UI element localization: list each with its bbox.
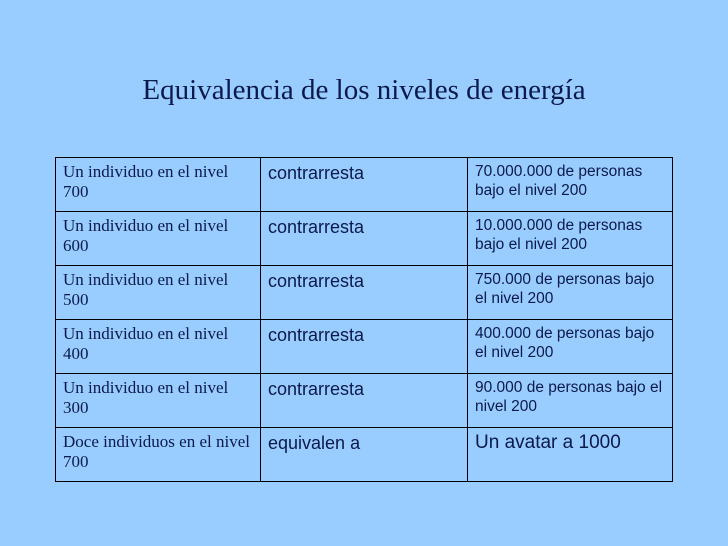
relation-cell: equivalen a xyxy=(261,428,468,482)
relation-cell: contrarresta xyxy=(261,374,468,428)
equivalent-cell xyxy=(468,374,673,428)
subject-cell: Un individuo en el nivel 400 xyxy=(56,320,261,374)
equivalent-text: 10.000.000 de personas bajo el nivel 200 xyxy=(475,217,643,253)
subject-cell: Un individuo en el nivel 500 xyxy=(56,266,261,320)
equivalent-cell xyxy=(468,428,673,482)
table-row xyxy=(56,320,673,374)
table-row xyxy=(56,266,673,320)
relation-cell: contrarresta xyxy=(261,212,468,266)
table-row xyxy=(56,212,673,266)
table-row xyxy=(56,428,673,482)
equivalent-cell xyxy=(468,212,673,266)
equivalent-text: 400.000 de personas bajo el nivel 200 xyxy=(475,325,655,361)
equivalent-text: 90.000 de personas bajo el nivel 200 xyxy=(475,379,663,415)
subject-cell: Un individuo en el nivel 600 xyxy=(56,212,261,266)
relation-cell: contrarresta xyxy=(261,158,468,212)
subject-cell: Un individuo en el nivel 300 xyxy=(56,374,261,428)
table-row xyxy=(56,158,673,212)
slide-title: Equivalencia de los niveles de energía xyxy=(142,74,586,106)
relation-cell: contrarresta xyxy=(261,320,468,374)
table-row xyxy=(56,374,673,428)
equivalent-text: 70.000.000 de personas bajo el nivel 200 xyxy=(475,163,643,199)
equivalent-text: Un avatar a 1000 xyxy=(475,432,621,453)
equivalent-cell xyxy=(468,266,673,320)
equivalent-cell xyxy=(468,320,673,374)
subject-cell: Un individuo en el nivel 700 xyxy=(56,158,261,212)
equivalent-text: 750.000 de personas bajo el nivel 200 xyxy=(475,271,655,307)
relation-cell: contrarresta xyxy=(261,266,468,320)
equivalent-cell xyxy=(468,158,673,212)
subject-cell: Doce individuos en el nivel 700 xyxy=(56,428,261,482)
equivalence-table xyxy=(55,157,673,482)
